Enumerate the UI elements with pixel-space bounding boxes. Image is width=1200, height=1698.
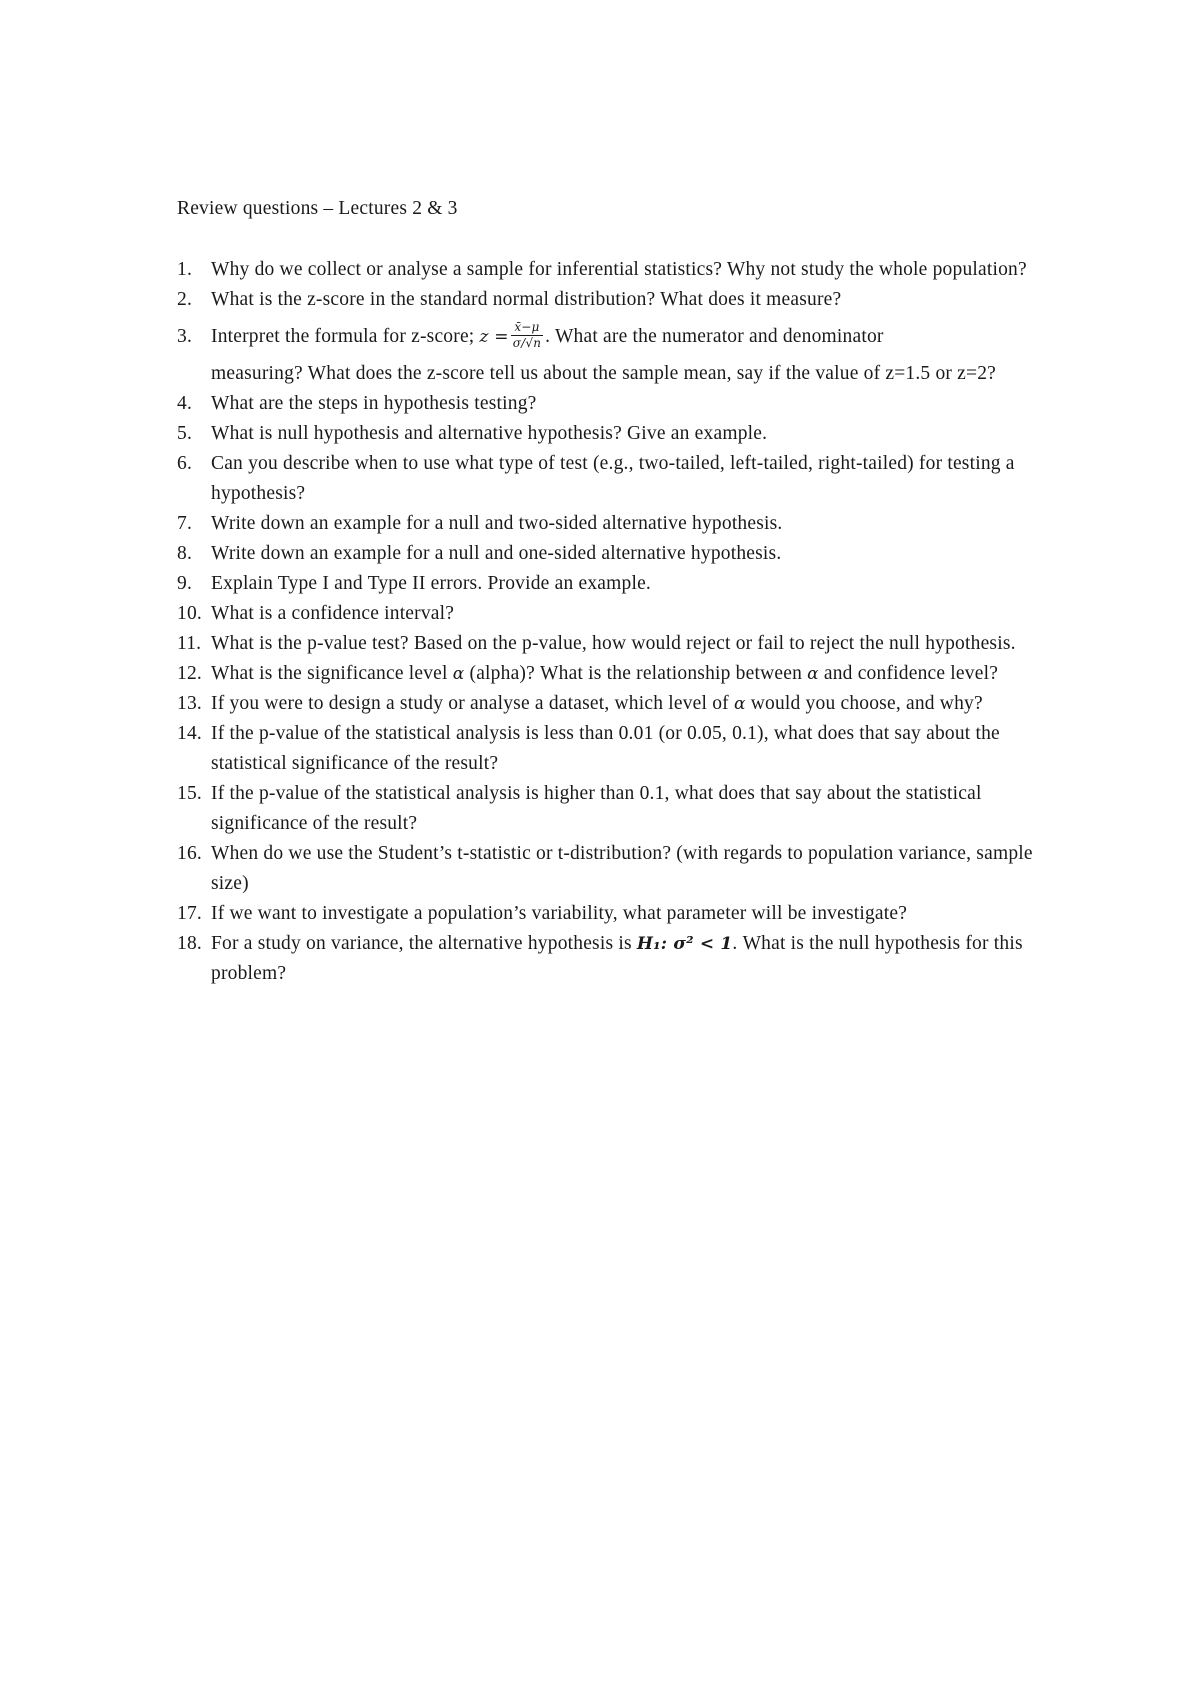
question-text: When do we use the Student’s t-statistic or t-distribution? (with regards to population variance, sample size) bbox=[211, 843, 1033, 894]
list-item bbox=[177, 255, 1037, 285]
list-item bbox=[177, 719, 1037, 779]
question-text-part: and confidence level? bbox=[818, 663, 999, 684]
question-text-part: . What are the numerator and denominator bbox=[545, 326, 884, 347]
question-number: 10. bbox=[177, 603, 202, 624]
list-item bbox=[177, 839, 1037, 899]
alpha-symbol: α bbox=[733, 694, 746, 714]
list-item bbox=[177, 509, 1037, 539]
list-item bbox=[177, 569, 1037, 599]
list-item bbox=[177, 779, 1037, 839]
question-text: Can you describe when to use what type of test (e.g., two-tailed, left-tailed, right-tailed) for testing a hypothesis? bbox=[211, 453, 1015, 504]
question-text-part: would you choose, and why? bbox=[745, 693, 983, 714]
question-number: 8. bbox=[177, 543, 193, 564]
question-number: 17. bbox=[177, 903, 202, 924]
alternative-hypothesis-formula: H₁: σ² < 1 bbox=[636, 934, 733, 954]
question-text-part: For a study on variance, the alternative hypothesis is bbox=[211, 933, 637, 954]
question-text: What is a confidence interval? bbox=[211, 603, 455, 624]
question-number: 16. bbox=[177, 843, 202, 864]
question-text: If we want to investigate a population’s variability, what parameter will be investigate? bbox=[211, 903, 908, 924]
list-item bbox=[177, 629, 1037, 659]
question-number: 18. bbox=[177, 933, 202, 954]
question-text: If the p-value of the statistical analysis is less than 0.01 (or 0.05, 0.1), what does that say about the statistical significance of the result? bbox=[211, 723, 1000, 774]
question-number: 9. bbox=[177, 573, 193, 594]
list-item bbox=[177, 285, 1037, 315]
question-number: 2. bbox=[177, 289, 193, 310]
list-item bbox=[177, 539, 1037, 569]
question-text-part: measuring? What does the z-score tell us about the sample mean, say if the value of z=1.5 or z=2? bbox=[211, 363, 997, 384]
question-text bbox=[211, 929, 1037, 989]
question-text-part: If you were to design a study or analyse a dataset, which level of bbox=[211, 693, 734, 714]
question-number: 4. bbox=[177, 393, 193, 414]
question-number: 11. bbox=[177, 633, 202, 654]
question-text: What is null hypothesis and alternative hypothesis? Give an example. bbox=[211, 423, 768, 444]
question-text: Write down an example for a null and two-sided alternative hypothesis. bbox=[211, 513, 783, 534]
z-score-formula-fraction bbox=[511, 321, 543, 350]
question-list bbox=[177, 255, 1037, 989]
question-text-part: Interpret the formula for z-score; bbox=[211, 326, 480, 347]
alpha-symbol: α bbox=[452, 664, 465, 684]
question-text bbox=[211, 689, 1037, 719]
question-text: Explain Type I and Type II errors. Provide an example. bbox=[211, 573, 652, 594]
question-text: If the p-value of the statistical analysis is higher than 0.1, what does that say about the statistical significance of the result? bbox=[211, 783, 982, 834]
question-number: 6. bbox=[177, 453, 193, 474]
question-text: Write down an example for a null and one-sided alternative hypothesis. bbox=[211, 543, 782, 564]
question-number: 5. bbox=[177, 423, 193, 444]
formula-denominator: σ/√n bbox=[512, 336, 542, 351]
list-item bbox=[177, 315, 1037, 389]
question-text bbox=[211, 315, 1037, 389]
question-number: 3. bbox=[177, 326, 193, 347]
question-text: Why do we collect or analyse a sample for inferential statistics? Why not study the whole population? bbox=[211, 259, 1027, 280]
question-text bbox=[211, 659, 1037, 689]
list-item bbox=[177, 899, 1037, 929]
list-item bbox=[177, 419, 1037, 449]
list-item bbox=[177, 689, 1037, 719]
question-text: What is the z-score in the standard normal distribution? What does it measure? bbox=[211, 289, 842, 310]
z-score-formula-lhs: z = bbox=[479, 327, 509, 347]
formula-numerator: x̄−μ bbox=[511, 321, 543, 336]
question-number: 1. bbox=[177, 259, 193, 280]
list-item bbox=[177, 389, 1037, 419]
question-text-part: What is the significance level bbox=[211, 663, 453, 684]
list-item bbox=[177, 449, 1037, 509]
question-number: 13. bbox=[177, 693, 202, 714]
alpha-symbol: α bbox=[807, 664, 819, 684]
question-text-part: (alpha)? What is the relationship between bbox=[464, 663, 808, 684]
question-number: 15. bbox=[177, 783, 202, 804]
list-item bbox=[177, 599, 1037, 629]
question-number: 12. bbox=[177, 663, 202, 684]
question-text-part: . What is the null hypothesis for this problem? bbox=[211, 933, 1023, 984]
question-text: What is the p-value test? Based on the p-value, how would reject or fail to reject the null hypothesis. bbox=[211, 633, 1016, 654]
list-item bbox=[177, 659, 1037, 689]
question-number: 14. bbox=[177, 723, 202, 744]
question-number: 7. bbox=[177, 513, 193, 534]
page-title: Review questions – Lectures 2 & 3 bbox=[177, 198, 458, 219]
list-item bbox=[177, 929, 1037, 989]
question-text: What are the steps in hypothesis testing? bbox=[211, 393, 537, 414]
